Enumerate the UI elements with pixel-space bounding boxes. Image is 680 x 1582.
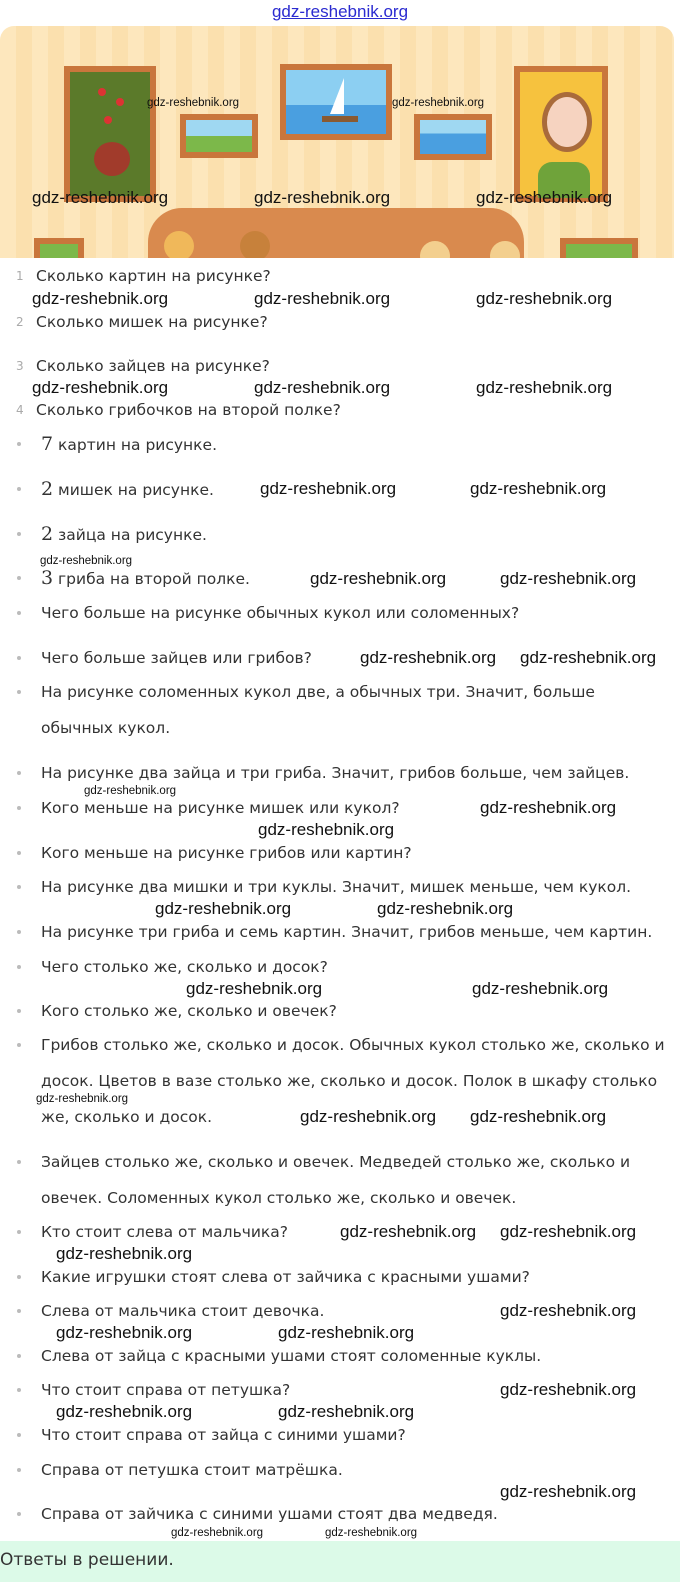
- watermark: gdz-reshebnik.org: [32, 188, 169, 207]
- watermark: gdz-reshebnik.org: [260, 479, 397, 498]
- watermark: gdz-reshebnik.org: [500, 1380, 637, 1399]
- watermark: gdz-reshebnik.org: [40, 555, 133, 567]
- watermark: gdz-reshebnik.org: [32, 289, 169, 308]
- sofa: [148, 208, 524, 258]
- watermark: gdz-reshebnik.org: [56, 1402, 193, 1421]
- watermark: gdz-reshebnik.org: [278, 1323, 415, 1342]
- watermark: gdz-reshebnik.org: [500, 1482, 637, 1501]
- list-item: Слева от зайца с красными ушами стоят соломенные куклы.: [41, 1338, 680, 1374]
- list-item: Какие игрушки стоят слева от зайчика с красными ушами?: [41, 1259, 680, 1295]
- watermark: gdz-reshebnik.org: [480, 798, 617, 817]
- list-item: Справа от петушка стоит матрёшка.: [41, 1452, 680, 1488]
- answers-footer: [0, 1541, 680, 1582]
- list-item: Чего больше зайцев или грибов?: [41, 640, 680, 676]
- watermark: gdz-reshebnik.org: [278, 1402, 415, 1421]
- watermark: gdz-reshebnik.org: [500, 1301, 637, 1320]
- question-item: 3 Сколько зайцев на рисунке?: [16, 357, 270, 375]
- watermark: gdz-reshebnik.org: [392, 97, 485, 109]
- watermark: gdz-reshebnik.org: [500, 569, 637, 588]
- watermark: gdz-reshebnik.org: [186, 979, 323, 998]
- watermark: gdz-reshebnik.org: [147, 97, 240, 109]
- list-item: Чего столько же, сколько и досок?: [41, 949, 680, 985]
- list-item: На рисунке два зайца и три гриба. Значит, грибов больше, чем зайцев.: [41, 755, 680, 791]
- list-item: Слева от мальчика стоит девочка.: [41, 1293, 680, 1329]
- watermark: gdz-reshebnik.org: [476, 289, 613, 308]
- list-item: Справа от зайчика с синими ушами стоят два медведя.: [41, 1496, 680, 1532]
- list-item: На рисунке два мишки и три куклы. Значит, мишек меньше, чем кукол.: [41, 869, 680, 905]
- watermark: gdz-reshebnik.org: [56, 1323, 193, 1342]
- painting-landscape: [180, 114, 258, 158]
- watermark: gdz-reshebnik.org: [254, 188, 391, 207]
- footer-text: Ответы в решении.: [0, 1550, 174, 1570]
- watermark: gdz-reshebnik.org: [340, 1222, 477, 1241]
- list-item: Грибов столько же, сколько и досок. Обычных кукол столько же, сколько и досок. Цветов в вазе столько же, сколько и досок. Полок в шкафу столько же, сколько и досок.: [41, 1027, 680, 1135]
- watermark: gdz-reshebnik.org: [258, 820, 395, 839]
- list-item: Что стоит справа от зайца с синими ушами?: [41, 1417, 680, 1453]
- answer-item: 7 картин на рисунке.: [41, 426, 680, 463]
- watermark: gdz-reshebnik.org: [84, 785, 177, 797]
- painting-cat: [34, 238, 84, 258]
- watermark: gdz-reshebnik.org: [254, 289, 391, 308]
- list-item: Зайцев столько же, сколько и овечек. Медведей столько же, сколько и овечек. Соломенных кукол столько же, сколько и овечек.: [41, 1144, 680, 1216]
- painting-sea: [414, 114, 492, 160]
- watermark: gdz-reshebnik.org: [310, 569, 447, 588]
- watermark: gdz-reshebnik.org: [520, 648, 657, 667]
- watermark: gdz-reshebnik.org: [32, 378, 169, 397]
- list-item: Кто стоит слева от мальчика?: [41, 1214, 680, 1250]
- watermark: gdz-reshebnik.org: [360, 648, 497, 667]
- watermark: gdz-reshebnik.org: [470, 479, 607, 498]
- answer-item: 3 гриба на второй полке.: [41, 560, 680, 597]
- painting-flowers: [64, 66, 156, 202]
- watermark: gdz-reshebnik.org: [476, 188, 613, 207]
- list-item: На рисунке соломенных кукол две, а обычных три. Значит, больше обычных кукол.: [41, 674, 641, 746]
- watermark: gdz-reshebnik.org: [171, 1527, 264, 1539]
- watermark: gdz-reshebnik.org: [470, 1107, 607, 1126]
- site-link[interactable]: gdz-reshebnik.org: [271, 2, 409, 21]
- question-item: 1 Сколько картин на рисунке?: [16, 267, 271, 285]
- doll-head: [240, 231, 270, 258]
- list-item: Кого столько же, сколько и овечек?: [41, 993, 680, 1029]
- answer-item: 2 мишек на рисунке.: [41, 471, 680, 508]
- watermark: gdz-reshebnik.org: [254, 378, 391, 397]
- list-item: Кого меньше на рисунке мишек или кукол?: [41, 790, 680, 826]
- watermark: gdz-reshebnik.org: [300, 1107, 437, 1126]
- list-item: Кого меньше на рисунке грибов или картин?: [41, 835, 680, 871]
- illustration-room: [0, 26, 674, 258]
- watermark: gdz-reshebnik.org: [500, 1222, 637, 1241]
- list-item: Что стоит справа от петушка?: [41, 1372, 680, 1408]
- painting-girl-portrait: [514, 66, 608, 202]
- watermark: gdz-reshebnik.org: [476, 378, 613, 397]
- doll-head: [164, 231, 194, 258]
- question-item: 2 Сколько мишек на рисунке?: [16, 313, 268, 331]
- list-item: На рисунке три гриба и семь картин. Значит, грибов меньше, чем картин.: [41, 914, 680, 950]
- watermark: gdz-reshebnik.org: [377, 899, 514, 918]
- watermark: gdz-reshebnik.org: [325, 1527, 418, 1539]
- answer-item: 2 зайца на рисунке.: [41, 516, 680, 553]
- watermark: gdz-reshebnik.org: [472, 979, 609, 998]
- list-item: Чего больше на рисунке обычных кукол или соломенных?: [41, 595, 680, 631]
- painting-rabbit: [560, 238, 638, 258]
- painting-sailboat: [280, 64, 392, 140]
- watermark: gdz-reshebnik.org: [56, 1244, 193, 1263]
- question-item: 4 Сколько грибочков на второй полке?: [16, 401, 341, 419]
- watermark: gdz-reshebnik.org: [36, 1093, 129, 1105]
- watermark: gdz-reshebnik.org: [155, 899, 292, 918]
